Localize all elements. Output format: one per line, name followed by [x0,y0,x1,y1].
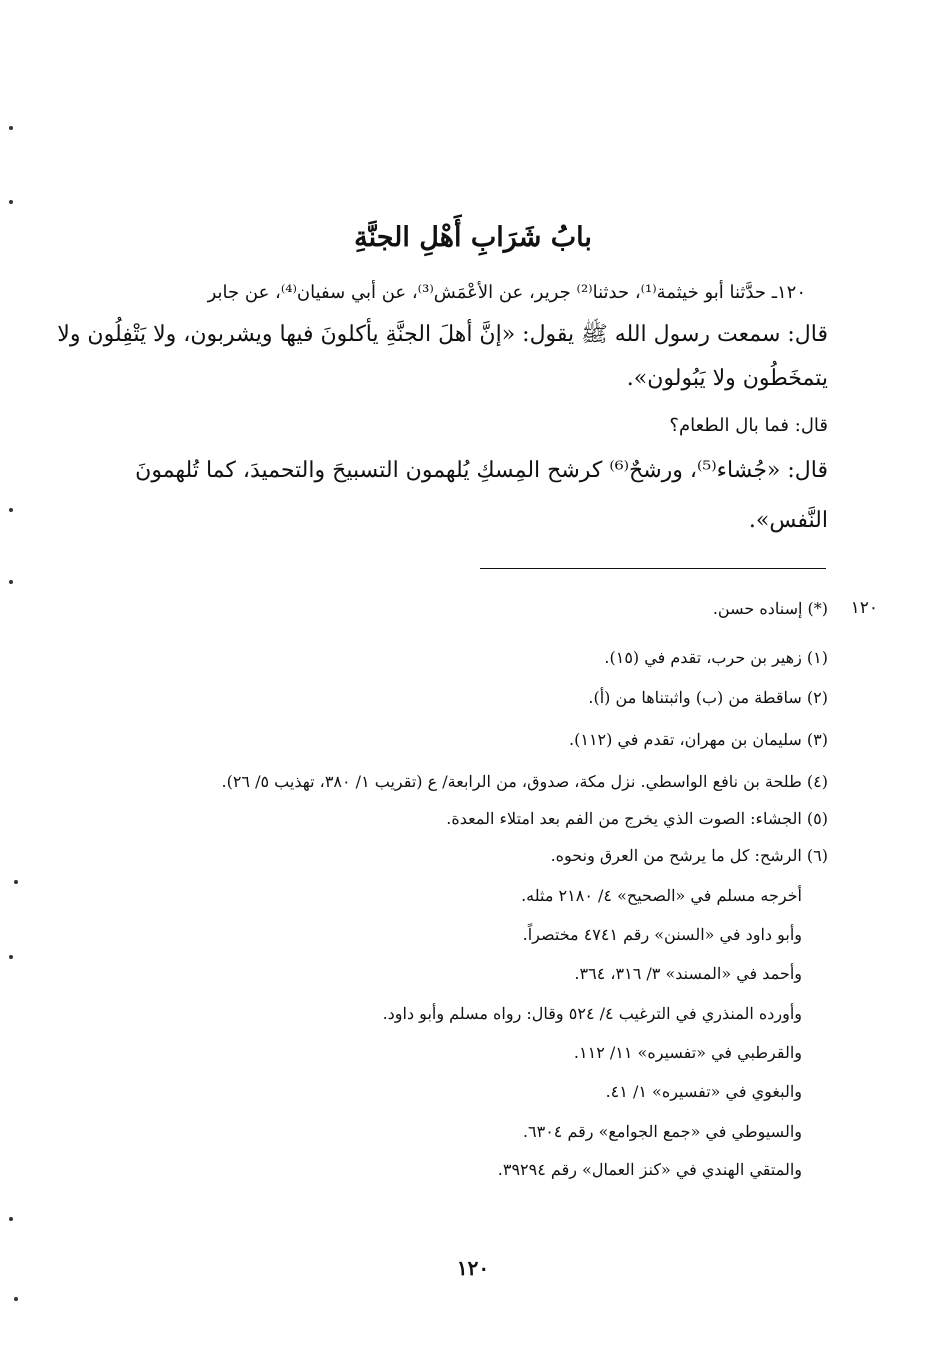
scan-speck [9,126,13,130]
footnote-15: والمتقي الهندي في «كنز العمال» رقم ٣٩٢٩٤. [497,1160,802,1179]
footnote-5: (٤) طلحة بن نافع الواسطي. نزل مكة، صدوق، من الرابعة/ ع (تقريب ١/ ٣٨٠، تهذيب ٥/ ٢٦). [221,772,828,791]
footnote-9: وأبو داود في «السنن» رقم ٤٧٤١ مختصراً. [522,925,802,944]
scan-speck [14,880,18,884]
footnote-11: وأورده المنذري في الترغيب ٤/ ٥٢٤ وقال: رواه مسلم وأبو داود. [382,1004,802,1023]
text-line-5: قال: «جُشاء⁽⁵⁾، ورشحٌ⁽⁶⁾ كرشح المِسكِ يُلهمون التسبيحَ والتحميدَ، كما تُلهمونَ [135,458,828,483]
footnote-1: (*) إسناده حسن. [712,599,828,618]
footnote-8: أخرجه مسلم في «الصحيح» ٤/ ٢١٨٠ مثله. [521,886,802,905]
footnote-4: (٣) سليمان بن مهران، تقدم في (١١٢). [569,730,828,749]
text-line-6: النَّفس». [748,508,828,533]
scan-speck [14,1297,18,1301]
footnote-hadith-number: ١٢٠ [850,598,878,618]
scan-speck [9,200,13,204]
footnote-10: وأحمد في «المسند» ٣/ ٣١٦، ٣٦٤. [574,964,802,983]
text-line-3: يتمخَطُون ولا يَبُولون». [626,366,828,391]
text-line-4: قال: فما بال الطعام؟ [669,415,828,436]
footnote-14: والسيوطي في «جمع الجوامع» رقم ٦٣٠٤. [522,1122,802,1141]
footnote-6: (٥) الجشاء: الصوت الذي يخرج من الفم بعد امتلاء المعدة. [446,809,828,828]
scan-speck [9,508,13,512]
text-line-1: ١٢٠ـ حدَّثنا أبو خيثمة⁽¹⁾، حدثنا⁽²⁾ جرير، عن الأعْمَش⁽³⁾، عن أبي سفيان⁽⁴⁾، عن جابر [207,282,806,303]
footnote-7: (٦) الرشح: كل ما يرشح من العرق ونحوه. [550,846,828,865]
scan-speck [9,1217,13,1221]
chapter-title: بابُ شَرَابِ أَهْلِ الجنَّةِ [354,222,592,253]
footnote-12: والقرطبي في «تفسيره» ١١/ ١١٢. [573,1043,802,1062]
page-number: ١٢٠ [456,1256,490,1280]
footnote-separator [480,568,826,569]
scan-speck [9,580,13,584]
footnote-3: (٢) ساقطة من (ب) واثبتناها من (أ). [588,688,828,707]
scan-speck [9,955,13,959]
footnote-13: والبغوي في «تفسيره» ١/ ٤١. [605,1082,802,1101]
footnote-2: (١) زهير بن حرب، تقدم في (١٥). [604,648,828,667]
text-line-2: قال: سمعت رسول الله ﷺ يقول: «إنَّ أهلَ الجنَّةِ يأكلونَ فيها ويشربون، ولا يَتْفِلُون ولا [57,322,828,347]
